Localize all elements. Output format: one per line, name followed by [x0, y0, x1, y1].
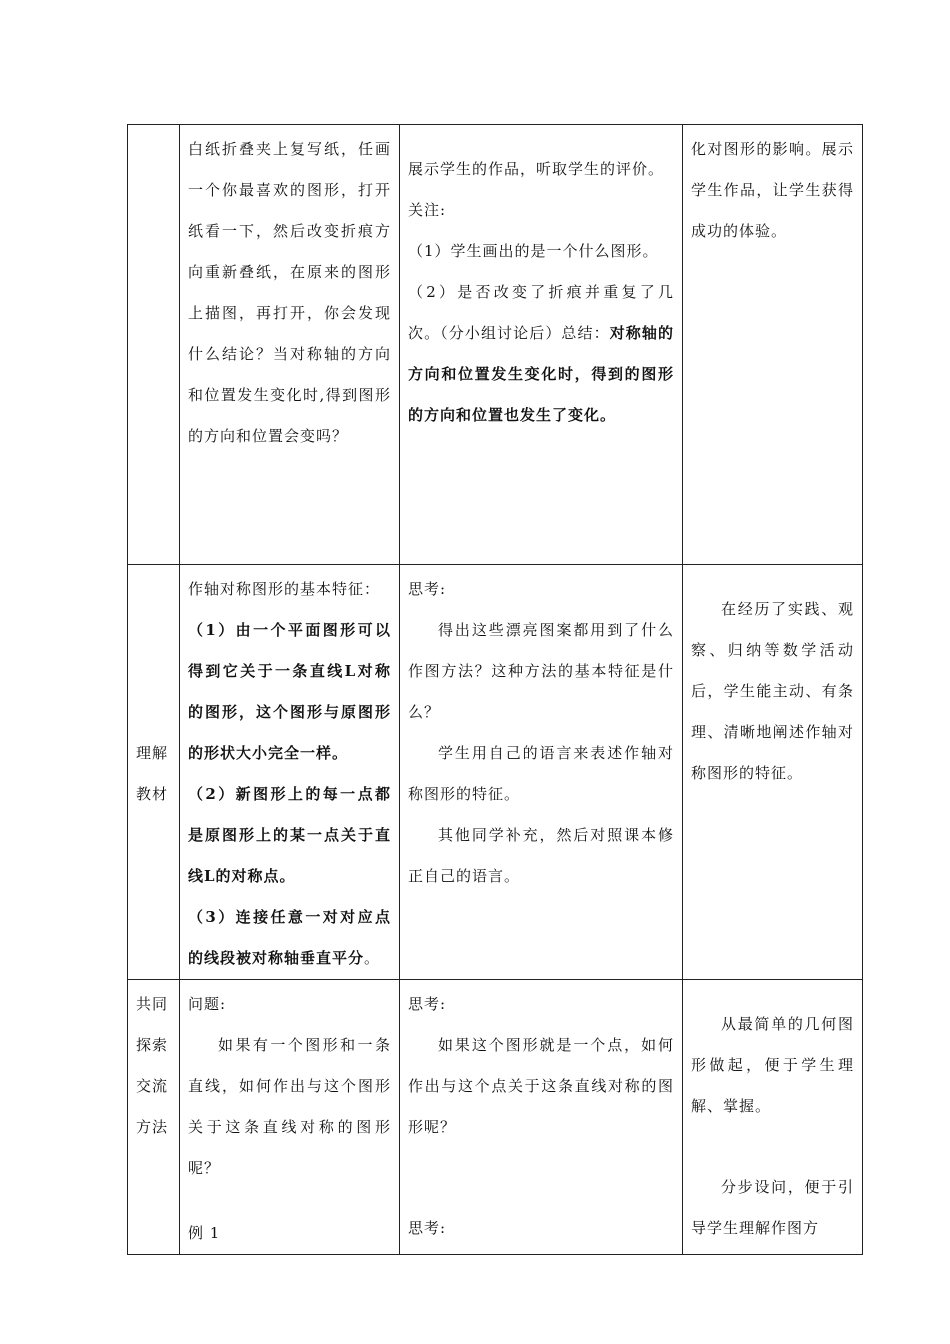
row1-activity-cell: [180, 125, 400, 565]
spacer: [188, 1189, 391, 1213]
spacer: [691, 1127, 854, 1167]
question-text: 如果有一个图形和一条直线，如何作出与这个图形关于这条直线对称的图形呢？: [188, 1036, 391, 1177]
row2-content-cell: [180, 565, 400, 980]
intent-text: 化对图形的影响。展示学生作品，让学生获得成功的体验。: [691, 140, 854, 240]
row1-teacher-cell: [400, 125, 683, 565]
think-p3: 其他同学补充，然后对照课本修正自己的语言。: [408, 826, 674, 885]
think-label: 思考:: [408, 580, 447, 598]
row3-teacher-cell: [400, 980, 683, 1255]
stage-label: 理解教材: [136, 744, 169, 803]
feature-item-3-bold: （3）连接任意一对对应点的线段被对称轴垂直平分: [188, 908, 391, 967]
feature-title: 作轴对称图形的基本特征：: [188, 580, 381, 598]
intent-p2: 分步设问，便于引导学生理解作图方: [691, 1178, 854, 1237]
note-item-1: （1）学生画出的是一个什么图形。: [408, 242, 659, 260]
question-label: 问题:: [188, 995, 227, 1013]
row1-col1-cell: [128, 125, 180, 565]
intent-text: 在经历了实践、观察、归纳等数学活动后，学生能主动、有条理、清晰地阐述作轴对称图形的特征。: [691, 600, 854, 782]
row1-intent-cell: [683, 125, 863, 565]
summary-bold-text: 对称轴的方向和位置发生变化时，得到的图形的方向和位置也发生了变化。: [408, 324, 674, 424]
lesson-plan-table: [127, 124, 863, 1255]
table-row: [128, 125, 863, 565]
think-label-2: 思考:: [408, 1219, 447, 1237]
think-p1: 如果这个图形就是一个点，如何作出与这个点关于这条直线对称的图形呢？: [408, 1036, 674, 1136]
table-row: [128, 980, 863, 1255]
think-p2: 学生用自己的语言来表述作轴对称图形的特征。: [408, 744, 674, 803]
stage-label: 共同探索交流方法: [136, 995, 169, 1136]
feature-item-3: [188, 897, 391, 979]
note-item-2-text: （2）是否改变了折痕并重复了几次。（分小组讨论后）总结：: [408, 283, 674, 342]
feature-item-3-end: 。: [364, 949, 381, 967]
think-label: 思考:: [408, 995, 447, 1013]
think-p1: 得出这些漂亮图案都用到了什么作图方法？这种方法的基本特征是什么？: [408, 621, 674, 721]
activity-text: 白纸折叠夹上复写纸，任画一个你最喜欢的图形，打开纸看一下，然后改变折痕方向重新叠纸，在原来的图形上描图，再打开，你会发现什么结论？当对称轴的方向和位置发生变化时,得到图形的方向和位置会变吗？: [188, 140, 391, 445]
row3-stage-cell: [128, 980, 180, 1255]
note-item-2: [408, 272, 674, 436]
table-row: [128, 565, 863, 980]
example-label: 例 1: [188, 1224, 221, 1242]
feature-item-1: （1）由一个平面图形可以得到它关于一条直线L对称的图形，这个图形与原图形的形状大小完全一样。: [188, 621, 391, 762]
row2-teacher-cell: [400, 565, 683, 980]
intent-p1: 从最简单的几何图形做起，便于学生理解、掌握。: [691, 1015, 854, 1115]
row3-content-cell: [180, 980, 400, 1255]
row2-stage-cell: [128, 565, 180, 980]
teacher-intro: 展示学生的作品，听取学生的评价。: [408, 160, 665, 178]
row3-intent-cell: [683, 980, 863, 1255]
spacer: [408, 1148, 674, 1208]
row2-intent-cell: [683, 565, 863, 980]
feature-item-2: （2）新图形上的每一点都是原图形上的某一点关于直线L的对称点。: [188, 785, 391, 885]
note-label: 关注:: [408, 201, 447, 219]
